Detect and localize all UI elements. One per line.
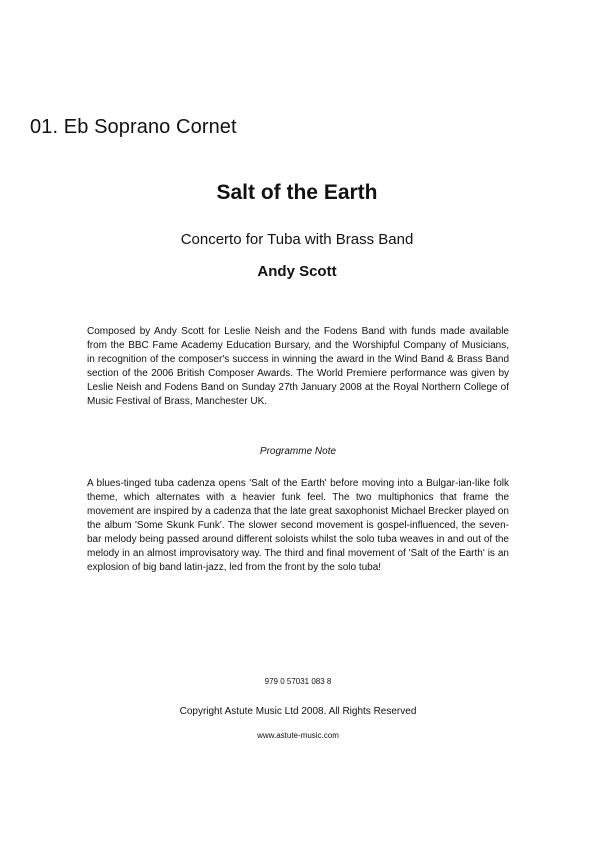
part-label: 01. Eb Soprano Cornet (30, 116, 237, 138)
composer-name: Andy Scott (257, 263, 337, 280)
publisher-website: www.astute-music.com (257, 731, 339, 740)
programme-note-paragraph: A blues-tinged tuba cadenza opens 'Salt of the Earth' before moving into a Bulgar-ian-like folk theme, which alternates with a heavier funk feel. The two multiphonics that frame the movement are inspired by a cadenza that the late great saxophonist Michael Brecker played on the album 'Some Skunk Funk'. The slower second movement is gospel-influenced, the seven-bar melody being passed around different soloists whilst the solo tuba weaves in and out of the melody in an almost improvisatory way. The third and final movement of 'Salt of the Earth' is an explosion of big band latin-jazz, led from the front by the solo tuba! (87, 478, 509, 573)
copyright-notice: Copyright Astute Music Ltd 2008. All Rights Reserved (179, 706, 417, 717)
commission-paragraph: Composed by Andy Scott for Leslie Neish and the Fodens Band with funds made available from the BBC Fame Academy Education Bursary, and the Worshipful Company of Musicians, in recognition of the composer's success in winning the award in the Wind Band & Brass Band section of the 2006 British Composer Awards. The World Premiere performance was given by Leslie Neish and Fodens Band on Sunday 27th January 2008 at the Royal Northern College of Music Festival of Brass, Manchester UK. (87, 326, 509, 407)
programme-note-heading: Programme Note (259, 446, 337, 457)
isbn-number: 979 0 57031 083 8 (264, 677, 332, 686)
piece-title: Salt of the Earth (216, 181, 378, 204)
piece-subtitle: Concerto for Tuba with Brass Band (180, 231, 414, 248)
